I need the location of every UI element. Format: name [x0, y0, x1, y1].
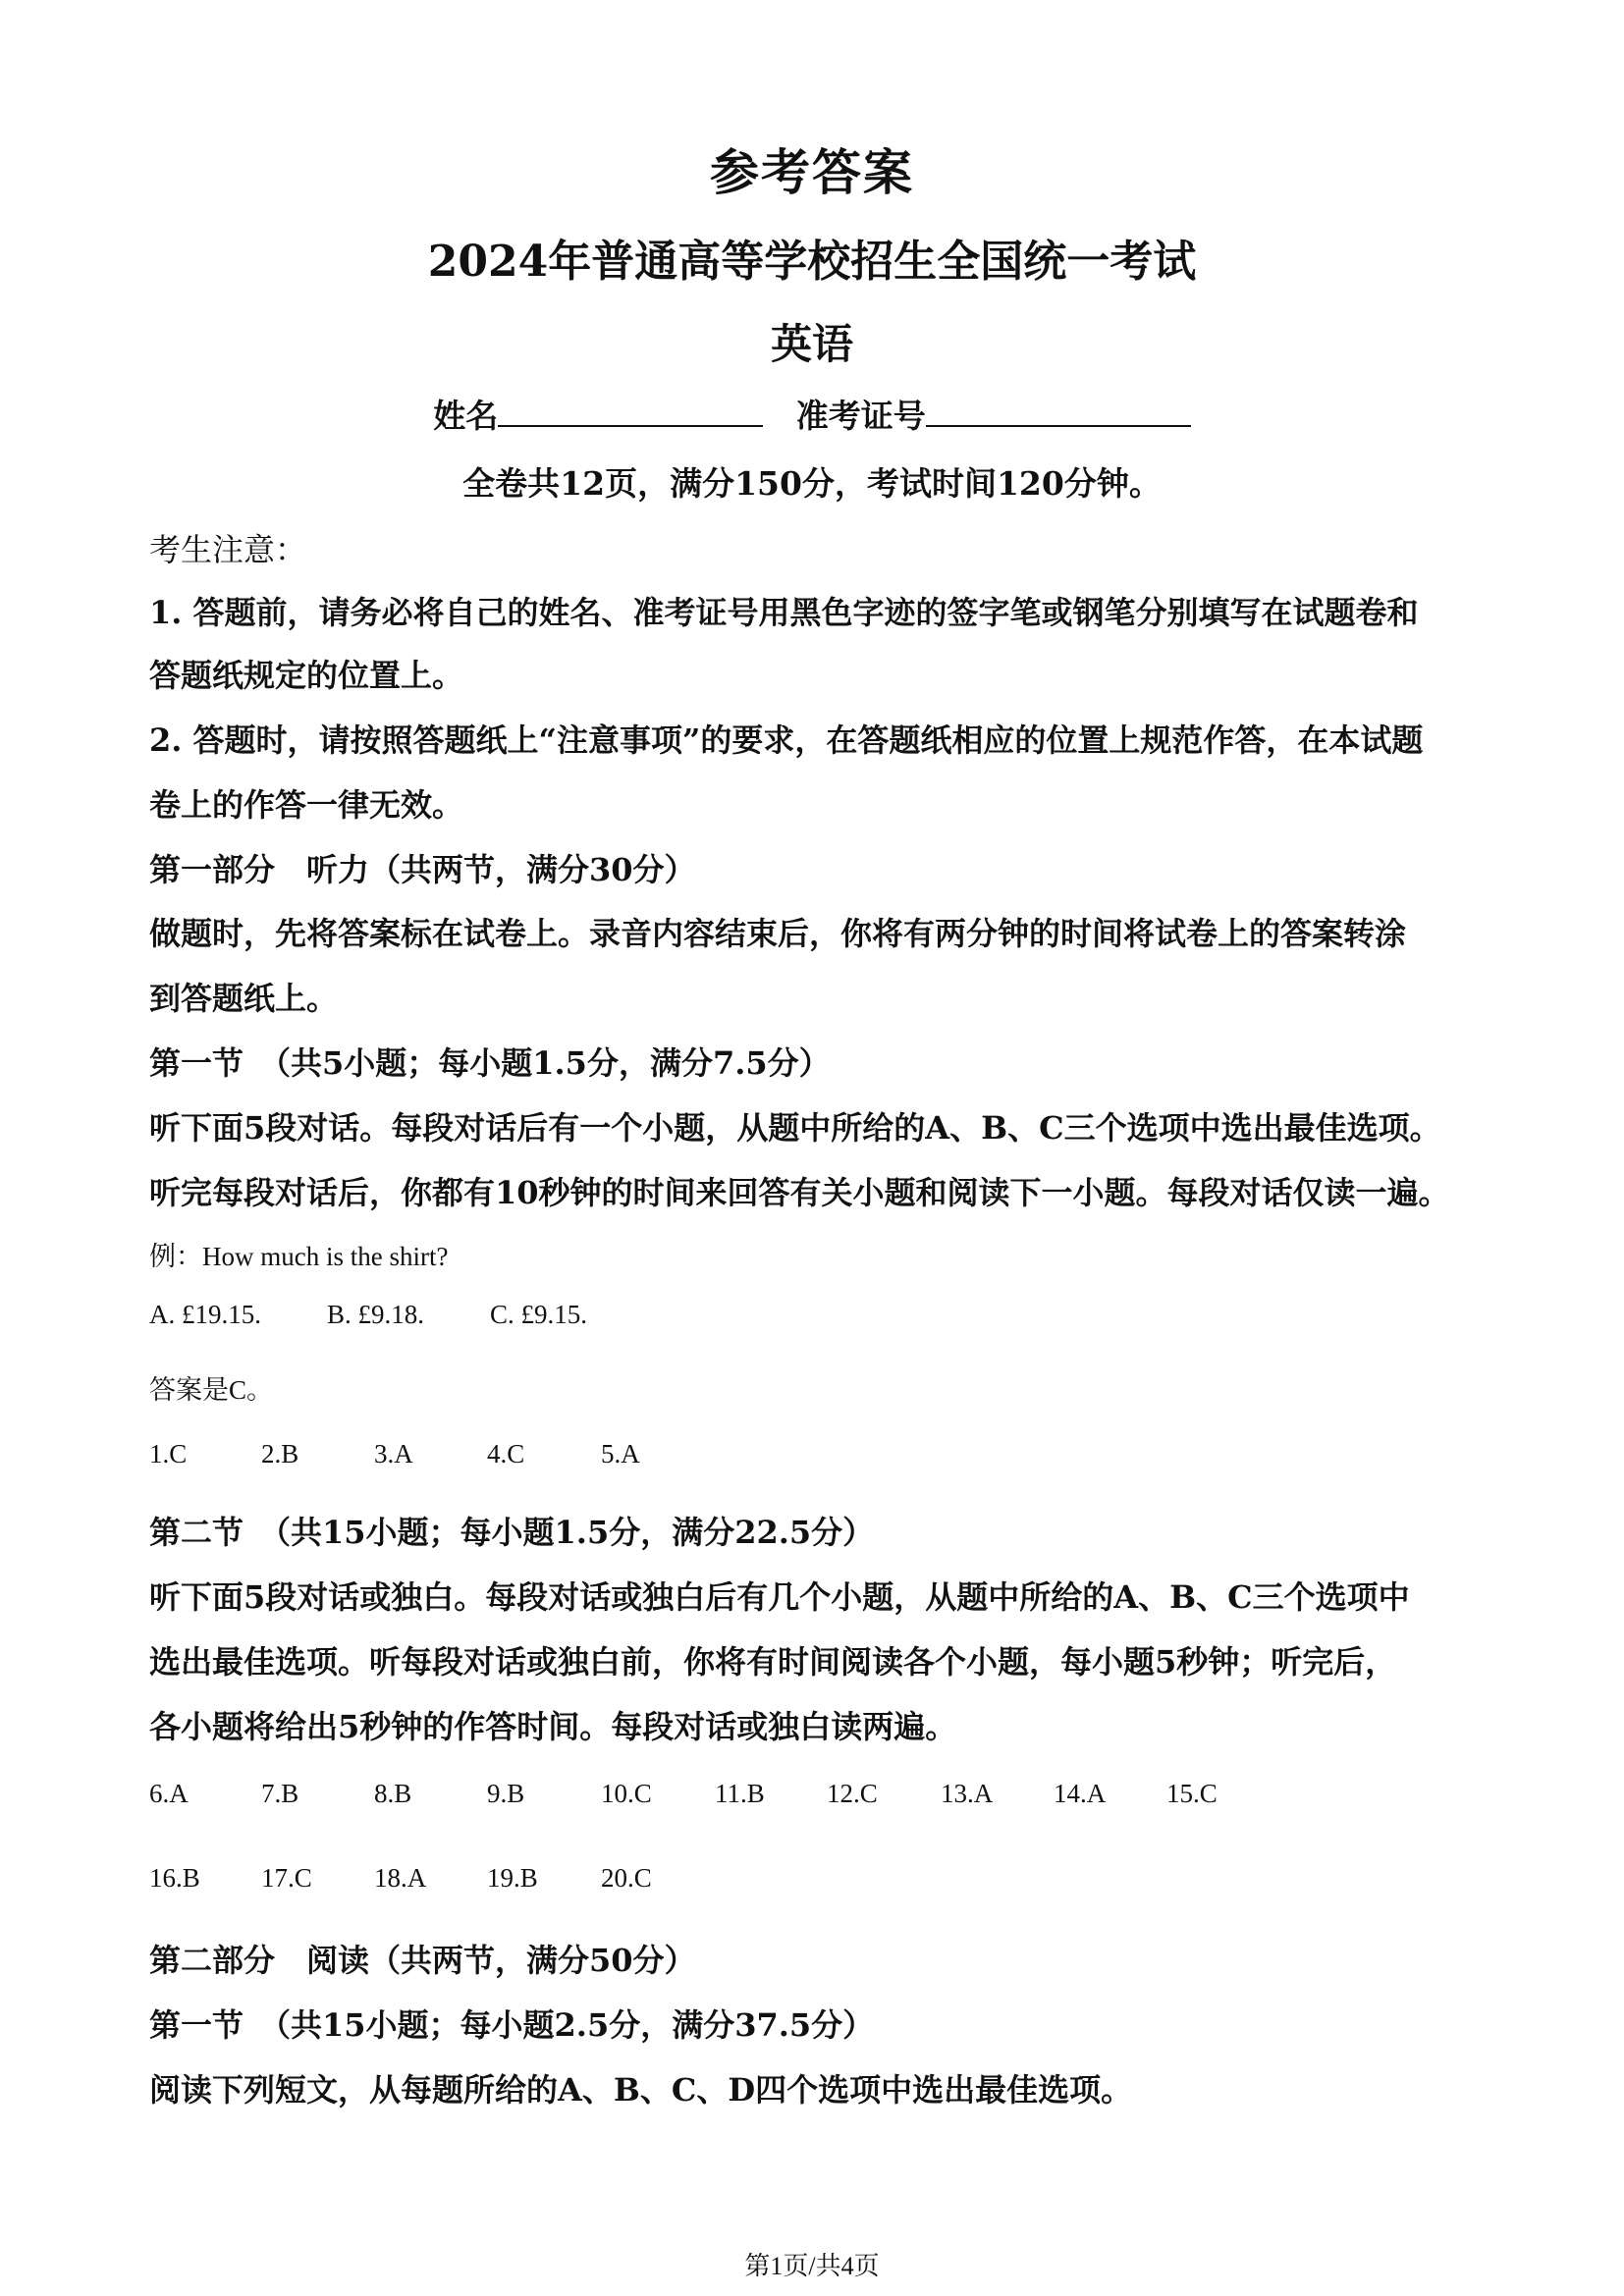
answer-item: 15.C	[1166, 1779, 1218, 1808]
part2-heading: 第二部分 阅读（共两节，满分50分）	[149, 1942, 696, 1979]
part1-section2-heading: 第二节 （共15小题；每小题1.5分，满分22.5分）	[149, 1514, 875, 1551]
part1-section2-intro-line-2: 选出最佳选项。听每段对话或独白前，你将有时间阅读各个小题，每小题5秒钟；听完后，	[149, 1643, 1397, 1681]
example-option-a: A. £19.15.	[149, 1300, 261, 1329]
part1-heading: 第一部分 听力（共两节，满分30分）	[149, 851, 696, 888]
notice-item-2-line-2: 卷上的作答一律无效。	[149, 786, 464, 824]
part1-intro-line-2: 到答题纸上。	[149, 980, 339, 1017]
answer-item: 20.C	[601, 1863, 652, 1893]
answer-item: 3.A	[374, 1439, 413, 1468]
candidate-info-row	[0, 391, 1624, 437]
exam-title: 2024年普通高等学校招生全国统一考试	[427, 237, 1197, 287]
answer-item: 1.C	[149, 1439, 188, 1468]
answer-item: 19.B	[487, 1863, 538, 1893]
part1-section1-intro-line-2: 听完每段对话后，你都有10秒钟的时间来回答有关小题和阅读下一小题。每段对话仅读一遍。	[149, 1174, 1450, 1211]
part2-section1-intro: 阅读下列短文，从每题所给的A、B、C、D四个选项中选出最佳选项。	[149, 2071, 1133, 2109]
id-blank	[926, 396, 1191, 427]
notice-item-1-line-1: 1. 答题前，请务必将自己的姓名、准考证号用黑色字迹的签字笔或钢笔分别填写在试题卷和	[149, 594, 1419, 631]
answer-item: 5.A	[601, 1439, 640, 1468]
part1-section1-heading: 第一节 （共5小题；每小题1.5分，满分7.5分）	[149, 1044, 831, 1082]
notice-item-2-line-1: 2. 答题时，请按照答题纸上“注意事项”的要求，在答题纸相应的位置上规范作答，在本试题	[149, 721, 1424, 759]
example-answer: 答案是C。	[149, 1375, 274, 1405]
notice-heading: 考生注意：	[149, 531, 307, 568]
answer-item: 8.B	[374, 1779, 412, 1808]
page-title: 参考答案	[710, 143, 914, 201]
part1-section2-intro-line-3: 各小题将给出5秒钟的作答时间。每段对话或独白读两遍。	[149, 1708, 957, 1745]
subject-title: 英语	[770, 320, 853, 368]
answer-item: 11.B	[715, 1779, 765, 1808]
answer-item: 10.C	[601, 1779, 652, 1808]
name-blank	[498, 396, 763, 427]
example-question: 例：How much is the shirt?	[149, 1242, 449, 1271]
part1-section1-intro-line-1: 听下面5段对话。每段对话后有一个小题，从题中所给的A、B、C三个选项中选出最佳选项。	[149, 1109, 1441, 1147]
answer-item: 13.A	[941, 1779, 994, 1808]
part1-intro-line-1: 做题时，先将答案标在试卷上。录音内容结束后，你将有两分钟的时间将试卷上的答案转涂	[149, 915, 1407, 952]
answer-item: 6.A	[149, 1779, 189, 1808]
page-footer: 第1页/共4页	[744, 2252, 880, 2280]
answer-item: 9.B	[487, 1779, 525, 1808]
answer-item: 2.B	[261, 1439, 299, 1468]
example-option-c: C. £9.15.	[490, 1300, 588, 1329]
part2-section1-heading: 第一节 （共15小题；每小题2.5分，满分37.5分）	[149, 2006, 875, 2044]
notice-item-1-line-2: 答题纸规定的位置上。	[149, 657, 464, 694]
answer-item: 12.C	[827, 1779, 878, 1808]
answer-item: 18.A	[374, 1863, 427, 1893]
answer-item: 7.B	[261, 1779, 299, 1808]
example-option-b: B. £9.18.	[327, 1300, 425, 1329]
answer-item: 16.B	[149, 1863, 200, 1893]
answer-item: 4.C	[487, 1439, 525, 1468]
id-label: 准考证号	[795, 397, 926, 435]
name-label: 姓名	[433, 397, 499, 435]
part1-section2-intro-line-1: 听下面5段对话或独白。每段对话或独白后有几个小题，从题中所给的A、B、C三个选项中	[149, 1578, 1410, 1616]
answer-item: 17.C	[261, 1863, 312, 1893]
answer-item: 14.A	[1054, 1779, 1107, 1808]
exam-summary: 全卷共12页，满分150分，考试时间120分钟。	[462, 464, 1162, 503]
